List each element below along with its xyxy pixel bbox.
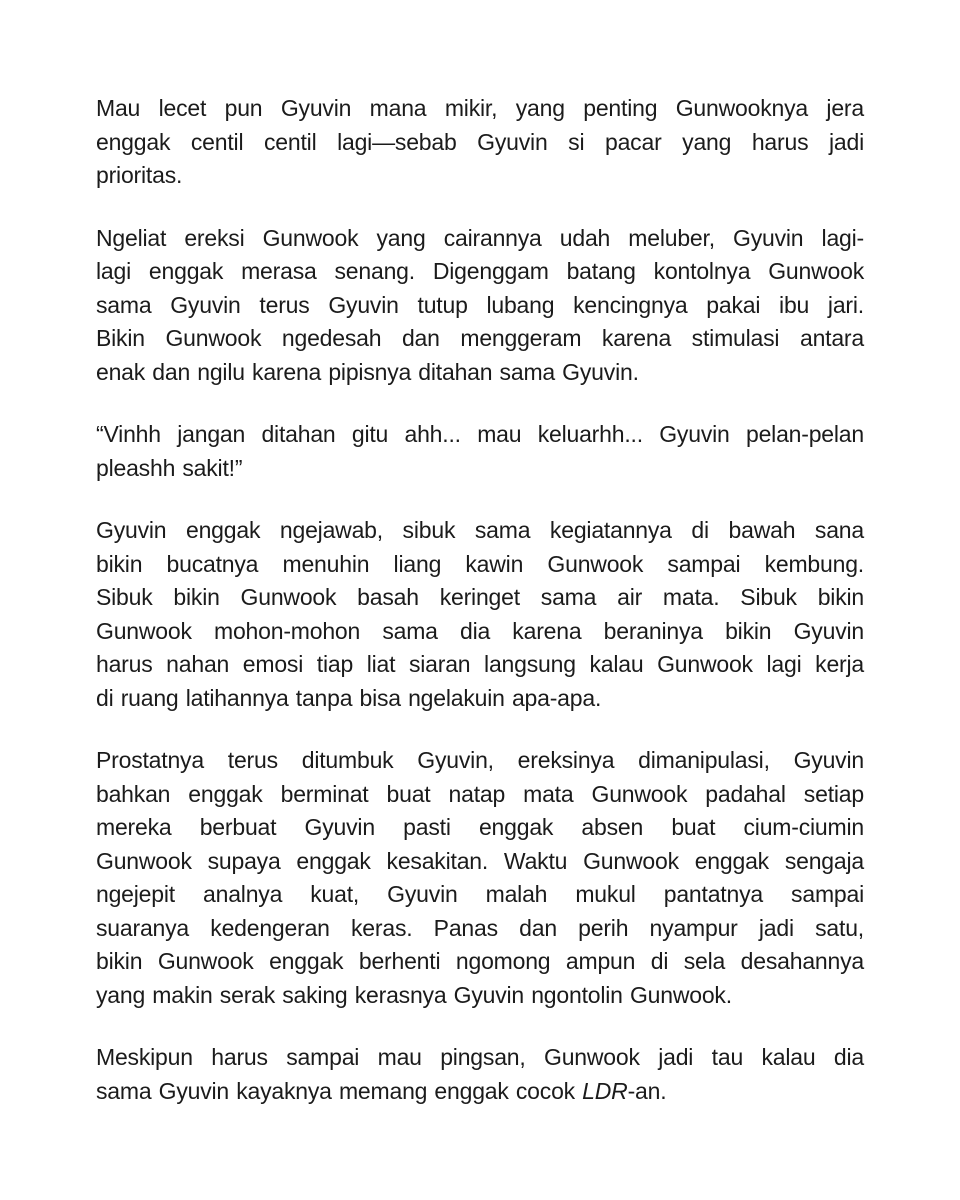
italic-term: LDR — [582, 1077, 628, 1104]
text-line: bikin bucatnya menuhin liang kawin Gunwook sampai kembung. — [96, 550, 864, 577]
paragraph — [96, 744, 864, 1012]
text-line: Mau lecet pun Gyuvin mana mikir, yang penting Gunwooknya jera — [96, 95, 864, 121]
text-line: bahkan enggak berminat buat natap mata Gunwook padahal setiap — [96, 780, 864, 807]
text-line: sama Gyuvin kayaknya memang enggak cocok LDR-an. — [96, 1077, 667, 1104]
text-line: Bikin Gunwook ngedesah dan menggeram karena stimulasi antara — [96, 325, 864, 351]
text-line: di ruang latihannya tanpa bisa ngelakuin apa-apa. — [96, 684, 602, 711]
text-line: sama Gyuvin terus Gyuvin tutup lubang kencingnya pakai ibu jari. — [96, 291, 864, 318]
paragraph — [96, 222, 864, 390]
text-line: “Vinhh jangan ditahan gitu ahh... mau keluarhh... Gyuvin pelan-pelan — [96, 421, 864, 447]
text-line: Sibuk bikin Gunwook basah keringet sama air mata. Sibuk bikin — [96, 584, 864, 610]
text-line: prioritas. — [96, 162, 183, 188]
text-line: suaranya kedengeran keras. Panas dan perih nyampur jadi satu, — [96, 914, 864, 941]
text-line: enak dan ngilu karena pipisnya ditahan sama Gyuvin. — [96, 358, 639, 385]
text-line: ngejepit analnya kuat, Gyuvin malah mukul pantatnya sampai — [96, 881, 864, 907]
text-line: Prostatnya terus ditumbuk Gyuvin, ereksinya dimanipulasi, Gyuvin — [96, 747, 864, 773]
text-line: lagi enggak merasa senang. Digenggam batang kontolnya Gunwook — [96, 258, 864, 284]
text-line: Meskipun harus sampai mau pingsan, Gunwook jadi tau kalau dia — [96, 1044, 864, 1070]
text-line: Gyuvin enggak ngejawab, sibuk sama kegiatannya di bawah sana — [96, 517, 864, 543]
text-line: pleashh sakit!” — [96, 454, 243, 481]
text-line: yang makin serak saking kerasnya Gyuvin ngontolin Gunwook. — [96, 981, 732, 1008]
text-line: mereka berbuat Gyuvin pasti enggak absen buat cium-ciumin — [96, 814, 864, 840]
paragraph — [96, 418, 864, 485]
paragraph — [96, 1041, 864, 1108]
text-line: Gunwook supaya enggak kesakitan. Waktu Gunwook enggak sengaja — [96, 847, 864, 874]
text-line: Ngeliat ereksi Gunwook yang cairannya udah meluber, Gyuvin lagi- — [96, 224, 864, 251]
paragraph — [96, 92, 864, 193]
text-line: bikin Gunwook enggak berhenti ngomong ampun di sela desahannya — [96, 948, 864, 974]
text-line: enggak centil centil lagi—sebab Gyuvin si pacar yang harus jadi — [96, 128, 864, 155]
paragraph — [96, 514, 864, 715]
story-text — [96, 92, 864, 1108]
text-line: harus nahan emosi tiap liat siaran langsung kalau Gunwook lagi kerja — [96, 651, 864, 677]
text-line: Gunwook mohon-mohon sama dia karena beraninya bikin Gyuvin — [96, 617, 864, 644]
